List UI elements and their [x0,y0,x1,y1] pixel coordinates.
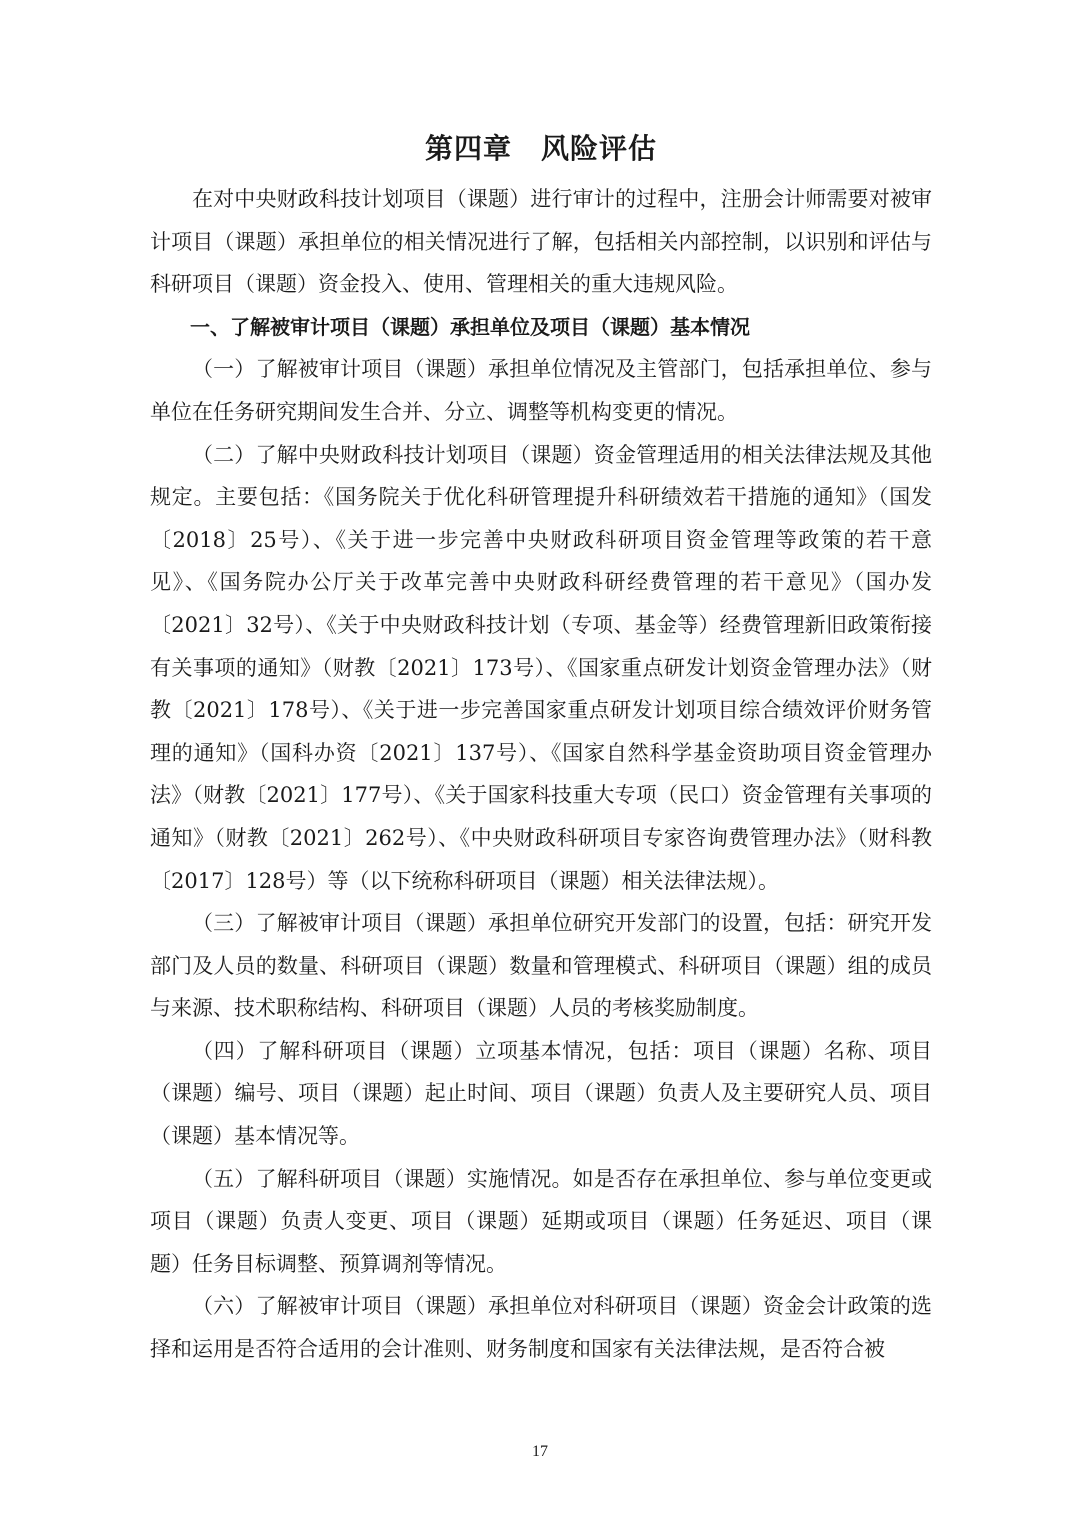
item-paragraph-6: （六）了解被审计项目（课题）承担单位对科研项目（课题）资金会计政策的选择和运用是否符合适用的会计准则、财务制度和国家有关法律法规，是否符合被 [150,1294,932,1362]
chapter-title: 第四章 风险评估 [424,132,657,165]
item-paragraph-2: （二）了解中央财政科技计划项目（课题）资金管理适用的相关法律法规及其他规定。主要包括：《国务院关于优化科研管理提升科研绩效若干措施的通知》（国发〔2018〕25号）、《关于进一步完善中央财政科研项目资金管理等政策的若干意见》、《国务院办公厅关于改革完善中央财政科研经费管理的若干意见》（国办发〔2021〕32号）、《关于中央财政科技计划（专项、基金等）经费管理新旧政策衔接有关事项的通知》（财教〔2021〕173号）、《国家重点研发计划资金管理办法》（财教〔2021〕178号）、《关于进一步完善国家重点研发计划项目综合绩效评价财务管理的通知》（国科办资〔2021〕137号）、《国家自然科学基金资助项目资金管理办法》（财教〔2021〕177号）、《关于国家科技重大专项（民口）资金管理有关事项的通知》（财教〔2021〕262号）、《中央财政科研项目专家咨询费管理办法》（财科教〔2017〕128号）等（以下统称科研项目（课题）相关法律法规）。 [150,442,932,893]
intro-paragraph: 在对中央财政科技计划项目（课题）进行审计的过程中，注册会计师需要对被审计项目（课题）承担单位的相关情况进行了解，包括相关内部控制，以识别和评估与科研项目（课题）资金投入、使用、管理相关的重大违规风险。 [150,187,932,297]
page-number: 17 [532,1443,548,1460]
page-content [150,126,932,1371]
item-paragraph-3: （三）了解被审计项目（课题）承担单位研究开发部门的设置，包括：研究开发部门及人员的数量、科研项目（课题）数量和管理模式、科研项目（课题）组的成员与来源、技术职称结构、科研项目（课题）人员的考核奖励制度。 [150,911,932,1021]
item-paragraph-1: （一）了解被审计项目（课题）承担单位情况及主管部门，包括承担单位、参与单位在任务研究期间发生合并、分立、调整等机构变更的情况。 [150,357,932,424]
item-paragraph-4: （四）了解科研项目（课题）立项基本情况，包括：项目（课题）名称、项目（课题）编号、项目（课题）起止时间、项目（课题）负责人及主要研究人员、项目（课题）基本情况等。 [150,1038,932,1149]
section-heading: 一、了解被审计项目（课题）承担单位及项目（课题）基本情况 [190,314,750,339]
item-paragraph-5: （五）了解科研项目（课题）实施情况。如是否存在承担单位、参与单位变更或项目（课题）负责人变更、项目（课题）延期或项目（课题）任务延迟、项目（课题）任务目标调整、预算调剂等情况。 [150,1166,932,1276]
